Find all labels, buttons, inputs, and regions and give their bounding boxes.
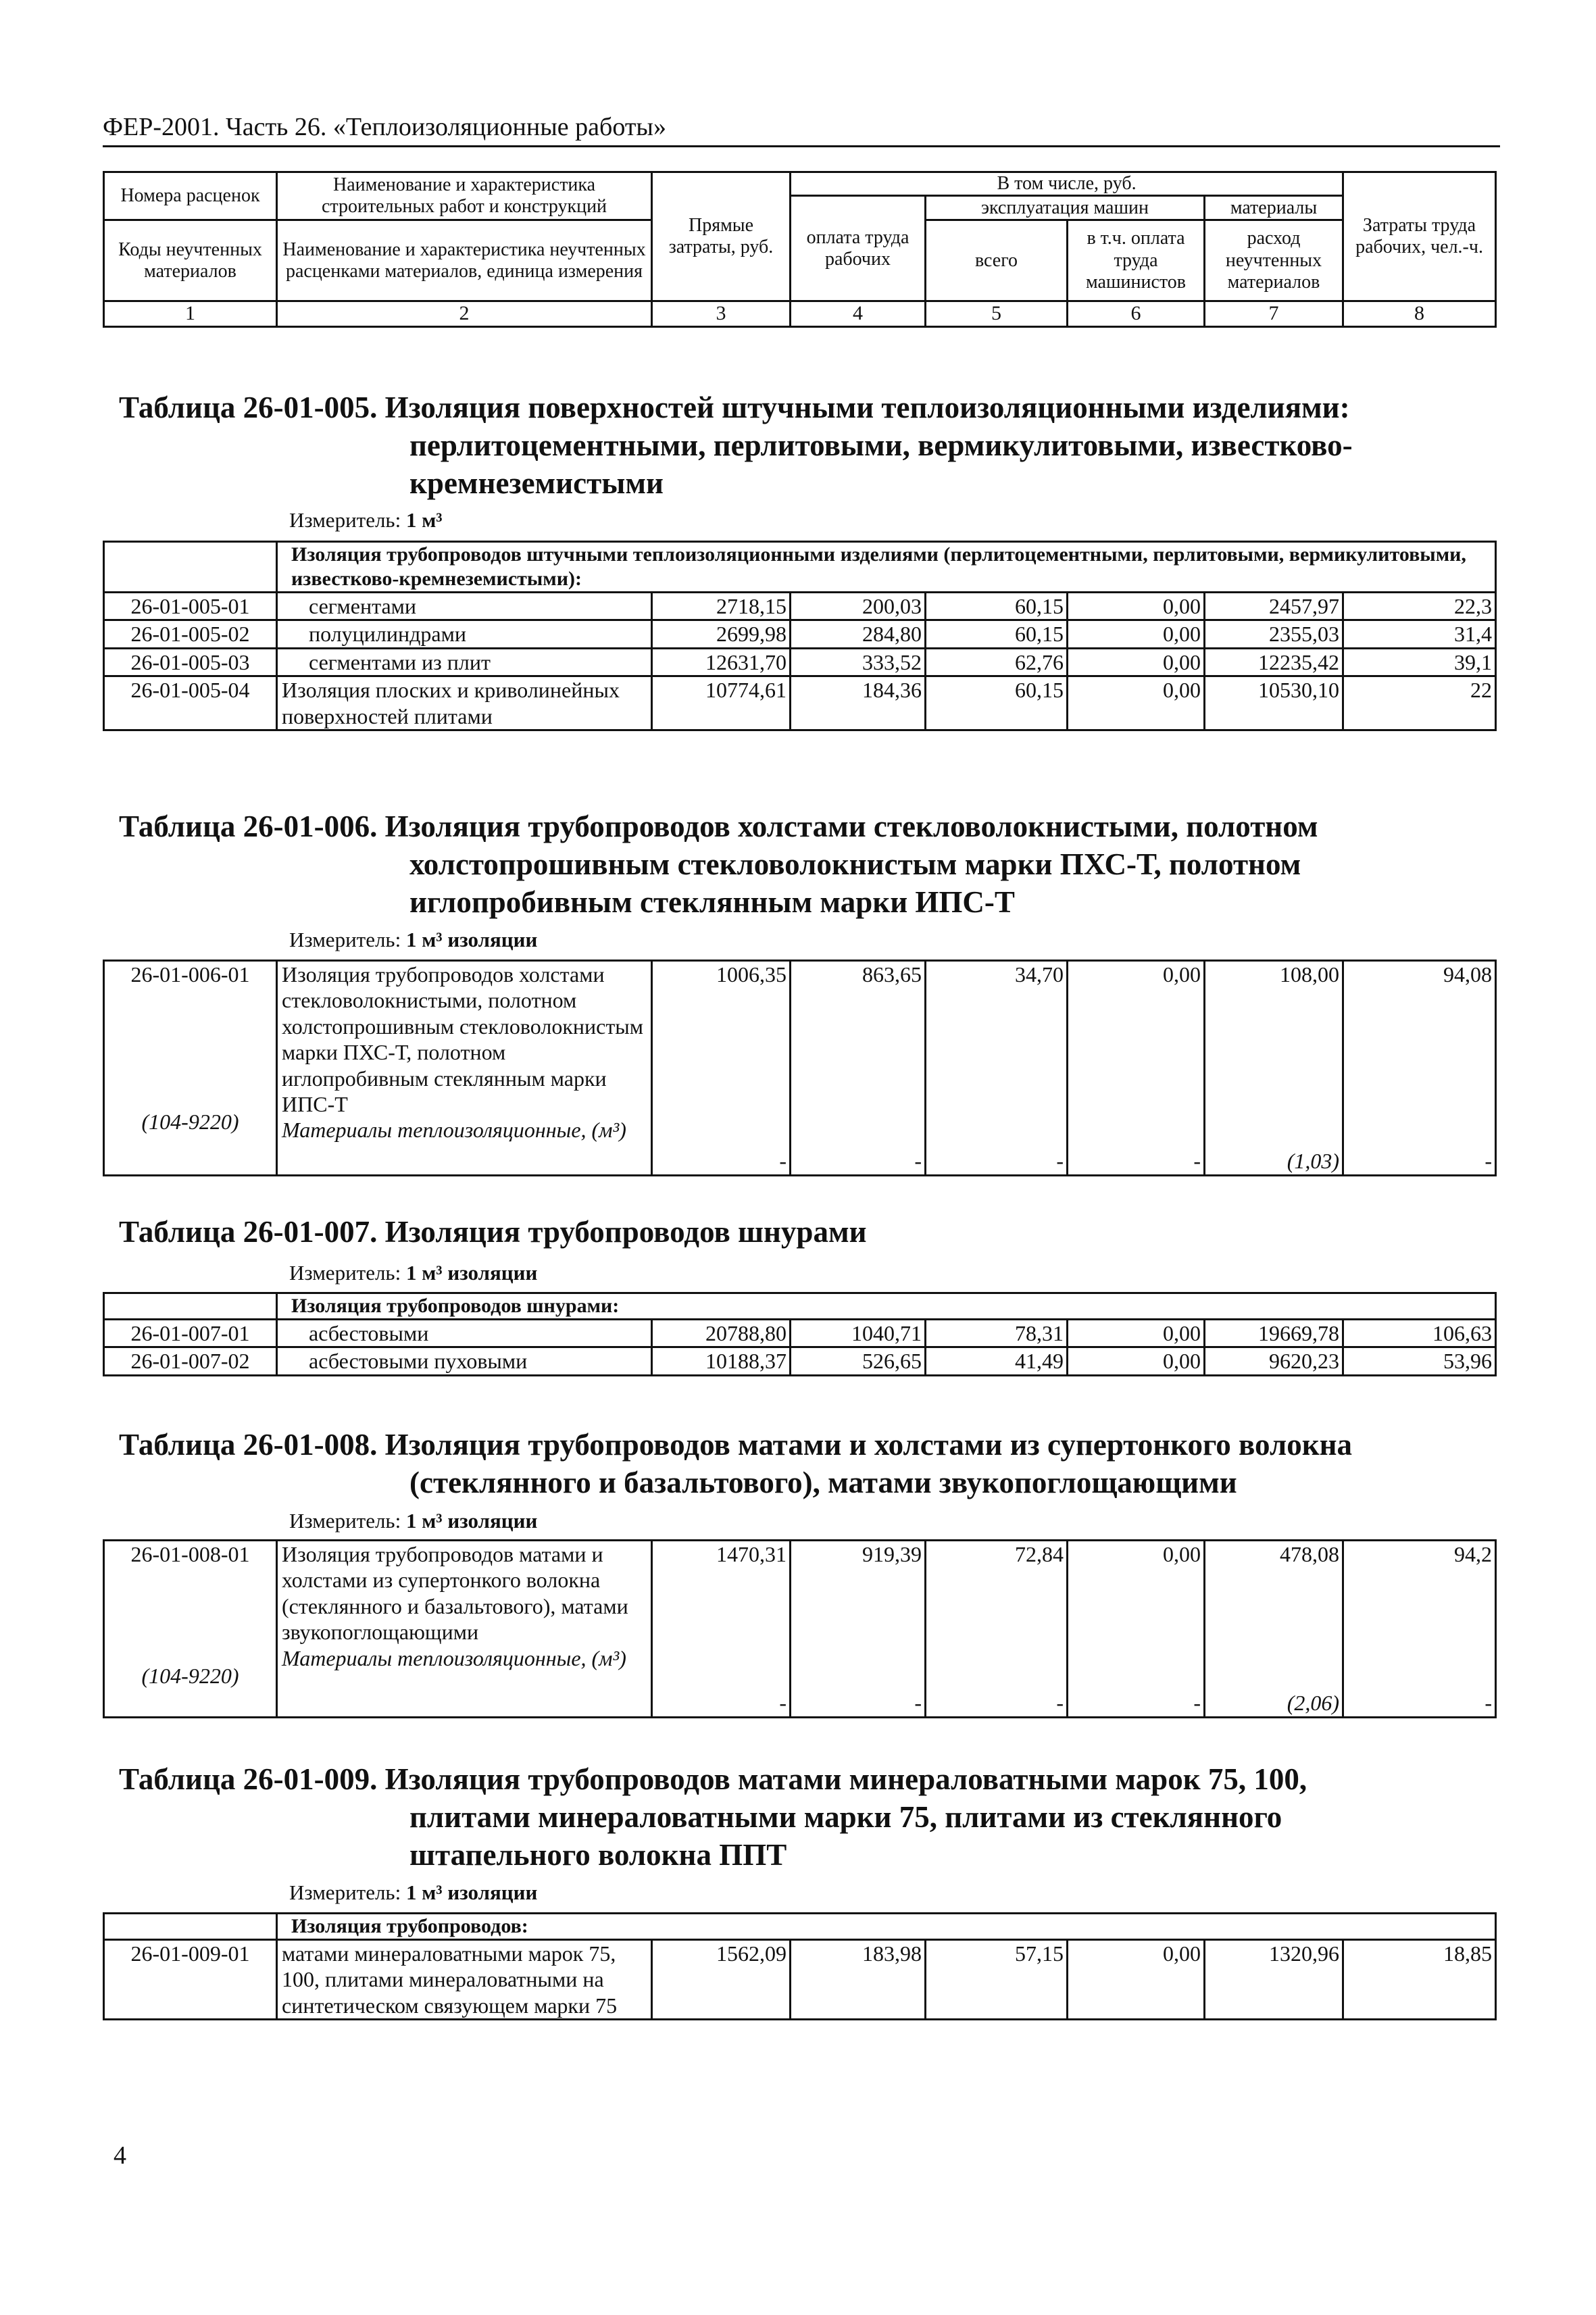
cell-machinist-pay: 0,00: [1068, 620, 1205, 648]
row-code: 26-01-005-01: [104, 593, 277, 620]
material-name: Материалы теплоизоляционные, (м³): [282, 1118, 626, 1143]
page-number: 4: [114, 2141, 126, 2170]
cell-machines-total: 60,15: [926, 620, 1068, 648]
meter-unit: 1 м³: [405, 508, 443, 532]
column-header-table: [103, 171, 1497, 328]
cell-direct-costs: 20788,80: [652, 1320, 791, 1347]
table-005-subheading: Изоляция трубопроводов штучными теплоизоляционными изделиями (перлитоцементными, перлитовыми, вермикулитовыми, известково-кремнеземистыми):: [277, 542, 1496, 593]
table-009-subheading: Изоляция трубопроводов:: [277, 1914, 1496, 1940]
cell-materials: 1320,96: [1205, 1940, 1343, 2020]
cell-materials: 478,08: [1280, 1542, 1339, 1566]
material-cell: -: [914, 1691, 922, 1716]
row-name: асбестовыми пуховыми: [277, 1347, 652, 1375]
table-006-title-line1: Таблица 26-01-006. Изоляция трубопроводов холстами стекловолокнистыми, полотном: [119, 810, 1318, 843]
cell-labor-hours: 31,4: [1343, 620, 1496, 648]
table-008-grid: [103, 1539, 1497, 1718]
cell-labor-pay: 284,80: [791, 620, 926, 648]
cell-machinist-pay: 0,00: [1068, 1320, 1205, 1347]
material-cell: -: [1485, 1149, 1492, 1174]
material-cell: -: [1056, 1691, 1064, 1716]
cell-direct-costs: 1006,35: [716, 962, 787, 987]
cell-labor-hours: 39,1: [1343, 648, 1496, 676]
meter-unit: 1 м³ изоляции: [405, 928, 538, 951]
cell-machines-total: 62,76: [926, 648, 1068, 676]
row-code: 26-01-007-02: [104, 1347, 277, 1375]
col-num: 8: [1343, 301, 1496, 327]
col3-header: Прямые затраты, руб.: [652, 172, 791, 301]
cell-direct-costs: 1470,31: [716, 1542, 787, 1566]
table-007-meter: [289, 1261, 537, 1285]
material-consumption: (2,06): [1287, 1691, 1339, 1716]
row-code: 26-01-005-02: [104, 620, 277, 648]
table-row: [104, 648, 1496, 676]
meter-unit: 1 м³ изоляции: [405, 1881, 538, 1904]
cell-machinist-pay: 0,00: [1068, 648, 1205, 676]
cell-direct-costs: 10774,61: [652, 676, 791, 730]
cell-machines-total: 78,31: [926, 1320, 1068, 1347]
cell-materials: 2457,97: [1205, 593, 1343, 620]
col-num: 3: [652, 301, 791, 327]
cell-labor-hours: 94,08: [1443, 962, 1492, 987]
cell-labor-hours: 18,85: [1343, 1940, 1496, 2020]
table-row: [104, 676, 1496, 730]
cell-labor-hours: 22: [1343, 676, 1496, 730]
cell-labor-pay: 200,03: [791, 593, 926, 620]
table-007-title-line1: Таблица 26-01-007. Изоляция трубопроводов шнурами: [119, 1215, 867, 1249]
cell-labor-pay: 183,98: [791, 1940, 926, 2020]
table-005-meter: [289, 508, 443, 532]
cell-machinist-pay: 0,00: [1068, 1347, 1205, 1375]
table-009-meter: [289, 1881, 537, 1905]
table-005-title: [119, 389, 1353, 502]
cell-labor-pay: 526,65: [791, 1347, 926, 1375]
table-row: [104, 1320, 1496, 1347]
table-007-grid: [103, 1292, 1497, 1376]
cell-labor-hours: 94,2: [1454, 1542, 1492, 1566]
cell-materials: 10530,10: [1205, 676, 1343, 730]
material-code: (104-9220): [141, 1664, 239, 1689]
cell-machines-total: 41,49: [926, 1347, 1068, 1375]
cell-direct-costs: 10188,37: [652, 1347, 791, 1375]
table-row: [104, 1541, 1496, 1718]
material-consumption: (1,03): [1287, 1149, 1339, 1174]
cell-machines-total: 72,84: [1015, 1542, 1064, 1566]
table-009-title-line2: плитами минераловатными марки 75, плитами из стеклянного: [409, 1800, 1282, 1834]
row-name: Изоляция трубопроводов холстами стекловолокнистыми, полотном холстопрошивным стекловолокнистым марки ПХС-Т, полотном иглопробивным стеклянным марки ИПС-Т: [282, 962, 644, 1116]
col1-bottom-header: Коды неучтенных материалов: [104, 220, 277, 301]
col7-header: расход неучтенных материалов: [1205, 220, 1343, 301]
cell-direct-costs: 2699,98: [652, 620, 791, 648]
cell-machines-total: 60,15: [926, 593, 1068, 620]
cell-direct-costs: 2718,15: [652, 593, 791, 620]
cell-labor-hours: 22,3: [1343, 593, 1496, 620]
row-name: сегментами из плит: [277, 648, 652, 676]
cell-materials: 12235,42: [1205, 648, 1343, 676]
table-005-title-line3: кремнеземистыми: [409, 466, 664, 500]
material-cell: -: [1056, 1149, 1064, 1174]
table-008-title-line2: (стеклянного и базальтового), матами звукопоглощающими: [409, 1466, 1237, 1499]
row-name: Изоляция трубопроводов матами и холстами из супертонкого волокна (стеклянного и базальтового), матами звукопоглощающими: [282, 1542, 628, 1645]
table-009-grid: [103, 1912, 1497, 2020]
row-code: 26-01-006-01: [130, 962, 250, 987]
meter-unit: 1 м³ изоляции: [405, 1509, 538, 1533]
col-num: 4: [791, 301, 926, 327]
cell-materials: 9620,23: [1205, 1347, 1343, 1375]
table-row: [104, 1940, 1496, 2020]
meter-unit: 1 м³ изоляции: [405, 1261, 538, 1285]
table-005-title-line2: перлитоцементными, перлитовыми, вермикулитовыми, известково-: [409, 428, 1353, 462]
material-cell: -: [1193, 1149, 1201, 1174]
table-007-title: [119, 1213, 867, 1251]
cell-machines-total: 34,70: [1015, 962, 1064, 987]
cell-machinist-pay: 0,00: [1163, 1542, 1201, 1566]
cell-materials: 2355,03: [1205, 620, 1343, 648]
row-name: матами минераловатными марок 75, 100, плитами минераловатными на синтетическом связующем марки 75: [277, 1940, 652, 2020]
cell-labor-pay: 863,65: [862, 962, 922, 987]
material-cell: -: [779, 1691, 787, 1716]
cell-materials: 108,00: [1280, 962, 1339, 987]
table-row: [104, 593, 1496, 620]
row-code: 26-01-005-04: [104, 676, 277, 730]
col-num: 6: [1068, 301, 1205, 327]
row-code: 26-01-008-01: [130, 1542, 250, 1566]
row-name: полуцилиндрами: [277, 620, 652, 648]
table-row: [104, 1347, 1496, 1375]
cell-machinist-pay: 0,00: [1068, 1940, 1205, 2020]
machines-header: эксплуатация машин: [926, 196, 1205, 220]
page-header-title: ФЕР-2001. Часть 26. «Теплоизоляционные работы»: [103, 113, 666, 141]
material-cell: -: [1485, 1691, 1492, 1716]
cell-labor-hours: 53,96: [1343, 1347, 1496, 1375]
cell-machines-total: 60,15: [926, 676, 1068, 730]
col-num: 2: [277, 301, 652, 327]
material-cell: -: [1193, 1691, 1201, 1716]
cell-machines-total: 57,15: [926, 1940, 1068, 2020]
material-cell: -: [779, 1149, 787, 1174]
row-code: 26-01-005-03: [104, 648, 277, 676]
col8-header: Затраты труда рабочих, чел.-ч.: [1343, 172, 1496, 301]
cell-labor-pay: 1040,71: [791, 1320, 926, 1347]
row-name: сегментами: [277, 593, 652, 620]
material-cell: -: [914, 1149, 922, 1174]
col4-header: оплата труда рабочих: [791, 196, 926, 301]
cell-machinist-pay: 0,00: [1163, 962, 1201, 987]
in-total-header: В том числе, руб.: [791, 172, 1343, 196]
table-005-title-line1: Таблица 26-01-005. Изоляция поверхностей штучными теплоизоляционными изделиями:: [119, 391, 1350, 424]
table-row: [104, 961, 1496, 1176]
table-009-title-line3: штапельного волокна ППТ: [409, 1838, 787, 1872]
cell-labor-pay: 184,36: [791, 676, 926, 730]
table-005-grid: [103, 541, 1497, 731]
table-row: [104, 620, 1496, 648]
cell-labor-hours: 106,63: [1343, 1320, 1496, 1347]
col-num: 1: [104, 301, 277, 327]
table-007-subheading: Изоляция трубопроводов шнурами:: [277, 1293, 1496, 1320]
col5-header: всего: [926, 220, 1068, 301]
cell-labor-pay: 333,52: [791, 648, 926, 676]
col-num: 7: [1205, 301, 1343, 327]
meter-label: Измеритель:: [289, 508, 401, 532]
table-006-title-line2: холстопрошивным стекловолокнистым марки ПХС-Т, полотном: [409, 847, 1301, 881]
cell-machinist-pay: 0,00: [1068, 593, 1205, 620]
table-009-title-line1: Таблица 26-01-009. Изоляция трубопроводов матами минераловатными марок 75, 100,: [119, 1762, 1307, 1796]
row-name: асбестовыми: [277, 1320, 652, 1347]
table-009-title: [119, 1760, 1307, 1874]
meter-label: Измеритель:: [289, 928, 401, 951]
table-008-meter: [289, 1509, 537, 1533]
table-006-title: [119, 807, 1318, 921]
col1-top-header: Номера расценок: [104, 172, 277, 220]
column-number-row: [104, 301, 1496, 327]
meter-label: Измеритель:: [289, 1881, 401, 1904]
material-code: (104-9220): [141, 1110, 239, 1135]
table-008-title-line1: Таблица 26-01-008. Изоляция трубопроводов матами и холстами из супертонкого волокна: [119, 1428, 1353, 1462]
material-name: Материалы теплоизоляционные, (м³): [282, 1645, 626, 1670]
cell-direct-costs: 1562,09: [652, 1940, 791, 2020]
cell-labor-pay: 919,39: [862, 1542, 922, 1566]
table-006-title-line3: иглопробивным стеклянным марки ИПС-Т: [409, 885, 1015, 919]
cell-materials: 19669,78: [1205, 1320, 1343, 1347]
table-006-grid: [103, 960, 1497, 1176]
col6-header: в т.ч. оплата труда машинистов: [1068, 220, 1205, 301]
col2-top-header: Наименование и характеристика строительных работ и конструкций: [277, 172, 652, 220]
table-008-title: [119, 1426, 1352, 1501]
row-code: 26-01-009-01: [104, 1940, 277, 2020]
row-code: 26-01-007-01: [104, 1320, 277, 1347]
cell-direct-costs: 12631,70: [652, 648, 791, 676]
row-name: Изоляция плоских и криволинейных поверхностей плитами: [277, 676, 652, 730]
meter-label: Измеритель:: [289, 1509, 401, 1533]
cell-machinist-pay: 0,00: [1068, 676, 1205, 730]
materials-header: материалы: [1205, 196, 1343, 220]
meter-label: Измеритель:: [289, 1261, 401, 1285]
table-006-meter: [289, 928, 537, 952]
col2-bottom-header: Наименование и характеристика неучтенных расценками материалов, единица измерения: [277, 220, 652, 301]
header-rule: [103, 145, 1500, 147]
col-num: 5: [926, 301, 1068, 327]
